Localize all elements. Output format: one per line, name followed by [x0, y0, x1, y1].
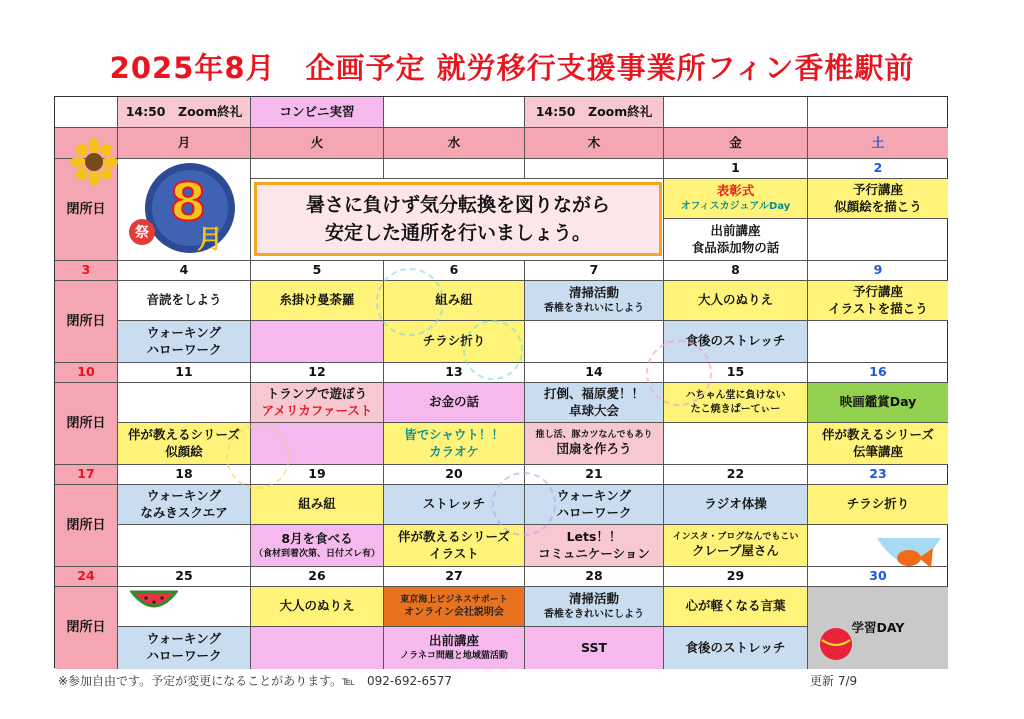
event-empty — [118, 383, 251, 423]
date-30: 30 — [808, 567, 948, 587]
date-24: 24 — [55, 567, 118, 587]
event-empty — [251, 321, 384, 363]
event: 予行講座 イラストを描こう — [808, 281, 948, 321]
date-empty — [251, 159, 384, 179]
date-16: 16 — [808, 363, 948, 383]
top-fri — [664, 97, 808, 128]
festival-badge-icon — [128, 160, 238, 260]
date-2: 2 — [808, 159, 948, 179]
event: 清掃活動 香椎をきれいにしよう — [525, 587, 664, 627]
event: 伴が教えるシリーズ イラスト — [384, 525, 525, 567]
closed-label: 閉所日 — [55, 485, 118, 567]
top-thu: 14:50 Zoom終礼 — [525, 97, 664, 128]
event-portrait: 予行講座 似顔絵を描こう — [808, 179, 948, 219]
date-26: 26 — [251, 567, 384, 587]
closed-label: 閉所日 — [55, 159, 118, 261]
date-15: 15 — [664, 363, 808, 383]
date-21: 21 — [525, 465, 664, 485]
event: ハちゃん堂に負けない たこ焼きぱーてぃー — [664, 383, 808, 423]
footer-updated: 更新 7/9 — [810, 674, 858, 688]
event: お金の話 — [384, 383, 525, 423]
event: 心が軽くなる言葉 — [664, 587, 808, 627]
date-18: 18 — [118, 465, 251, 485]
event: 映画鑑賞Day — [808, 383, 948, 423]
closed-label: 閉所日 — [55, 281, 118, 363]
event: 8月を食べる （食材到着次第、日付ズレ有） — [251, 525, 384, 567]
event: ウォーキング ハローワーク — [118, 627, 251, 669]
event-empty — [664, 423, 808, 465]
event: 打倒、福原愛！！ 卓球大会 — [525, 383, 664, 423]
firework-icon — [463, 320, 523, 380]
event-empty — [808, 219, 948, 261]
event: チラシ折り — [384, 321, 525, 363]
date-14: 14 — [525, 363, 664, 383]
date-4: 4 — [118, 261, 251, 281]
event: 糸掛け曼荼羅 — [251, 281, 384, 321]
water-balloon-icon — [818, 626, 854, 666]
event-empty — [251, 627, 384, 669]
event: ウォーキング ハローワーク — [118, 321, 251, 363]
event: ウォーキング なみきスクエア — [118, 485, 251, 525]
event: 東京海上ビジネスサポート オンライン会社説明会 — [384, 587, 525, 627]
notice-box — [254, 182, 662, 256]
event: 食後のストレッチ — [664, 627, 808, 669]
date-12: 12 — [251, 363, 384, 383]
goldfish-icon — [873, 528, 945, 588]
page-title: 2025年8月 企画予定 就労移行支援事業所フィン香椎駅前 — [109, 51, 915, 85]
date-9: 9 — [808, 261, 948, 281]
date-6: 6 — [384, 261, 525, 281]
date-7: 7 — [525, 261, 664, 281]
event: 清掃活動 香椎をきれいにしよう — [525, 281, 664, 321]
firework-icon — [376, 268, 444, 336]
event: 推し活、豚カツなんでもあり 団扇を作ろう — [525, 423, 664, 465]
date-29: 29 — [664, 567, 808, 587]
badge-number: 8 — [169, 173, 207, 233]
event: 大人のぬりえ — [251, 587, 384, 627]
date-empty — [525, 159, 664, 179]
date-8: 8 — [664, 261, 808, 281]
event: ウォーキング ハローワーク — [525, 485, 664, 525]
date-25: 25 — [118, 567, 251, 587]
event: ストレッチ — [384, 485, 525, 525]
top-mon: 14:50 Zoom終礼 — [118, 97, 251, 128]
event: ラジオ体操 — [664, 485, 808, 525]
firework-icon — [646, 340, 712, 406]
date-5: 5 — [251, 261, 384, 281]
date-empty — [384, 159, 525, 179]
date-23: 23 — [808, 465, 948, 485]
date-10: 10 — [55, 363, 118, 383]
date-1: 1 — [664, 159, 808, 179]
weekday-thu: 木 — [525, 128, 664, 159]
top-tue: コンビニ実習 — [251, 97, 384, 128]
closed-label: 閉所日 — [55, 383, 118, 465]
date-3: 3 — [55, 261, 118, 281]
date-20: 20 — [384, 465, 525, 485]
event: 食後のストレッチ — [664, 321, 808, 363]
footer-note: ※参加自由です。予定が変更になることがあります。℡ 092-692-6577 — [58, 674, 453, 688]
date-28: 28 — [525, 567, 664, 587]
date-19: 19 — [251, 465, 384, 485]
badge-month: 月 — [196, 225, 224, 255]
event: Lets！！ コミュニケーション — [525, 525, 664, 567]
event: 皆でシャウト！！ カラオケ — [384, 423, 525, 465]
event-empty — [525, 321, 664, 363]
top-sat — [808, 97, 948, 128]
closed-label: 閉所日 — [55, 587, 118, 669]
event: チラシ折り — [808, 485, 948, 525]
watermelon-icon — [130, 588, 178, 620]
event: 組み紐 — [251, 485, 384, 525]
event: 学習DAY — [808, 587, 948, 669]
notice-line: 暑さに負けず気分転換を図りながら — [305, 193, 610, 216]
event: SST — [525, 627, 664, 669]
event-empty — [808, 321, 948, 363]
event: 伴が教えるシリーズ 似顔絵 — [118, 423, 251, 465]
date-27: 27 — [384, 567, 525, 587]
sunflower-icon — [70, 138, 118, 190]
firework-icon — [492, 472, 556, 536]
weekday-fri: 金 — [664, 128, 808, 159]
event: トランプで遊ぼう アメリカファースト — [251, 383, 384, 423]
weekday-mon: 月 — [118, 128, 251, 159]
weekday-sat: 土 — [808, 128, 948, 159]
date-13: 13 — [384, 363, 525, 383]
top-wed — [384, 97, 525, 128]
date-22: 22 — [664, 465, 808, 485]
event: 音読をしよう — [118, 281, 251, 321]
weekday-tue: 火 — [251, 128, 384, 159]
date-17: 17 — [55, 465, 118, 485]
notice-line: 安定した通所を行いましょう。 — [324, 222, 591, 244]
event: 出前講座 ノラネコ問題と地域猫活動 — [384, 627, 525, 669]
event-lecture: 出前講座 食品添加物の話 — [664, 219, 808, 261]
corner-cell — [55, 97, 118, 128]
date-11: 11 — [118, 363, 251, 383]
event-award: 表彰式 オフィスカジュアルDay — [664, 179, 808, 219]
firework-icon — [226, 425, 290, 489]
event: 伴が教えるシリーズ 伝筆講座 — [808, 423, 948, 465]
event: インスタ・ブログなんでもこい クレープ屋さん — [664, 525, 808, 567]
event: 大人のぬりえ — [664, 281, 808, 321]
fest-glyph: 祭 — [135, 225, 149, 241]
event-empty — [118, 525, 251, 567]
weekday-wed: 水 — [384, 128, 525, 159]
event: 組み紐 — [384, 281, 525, 321]
